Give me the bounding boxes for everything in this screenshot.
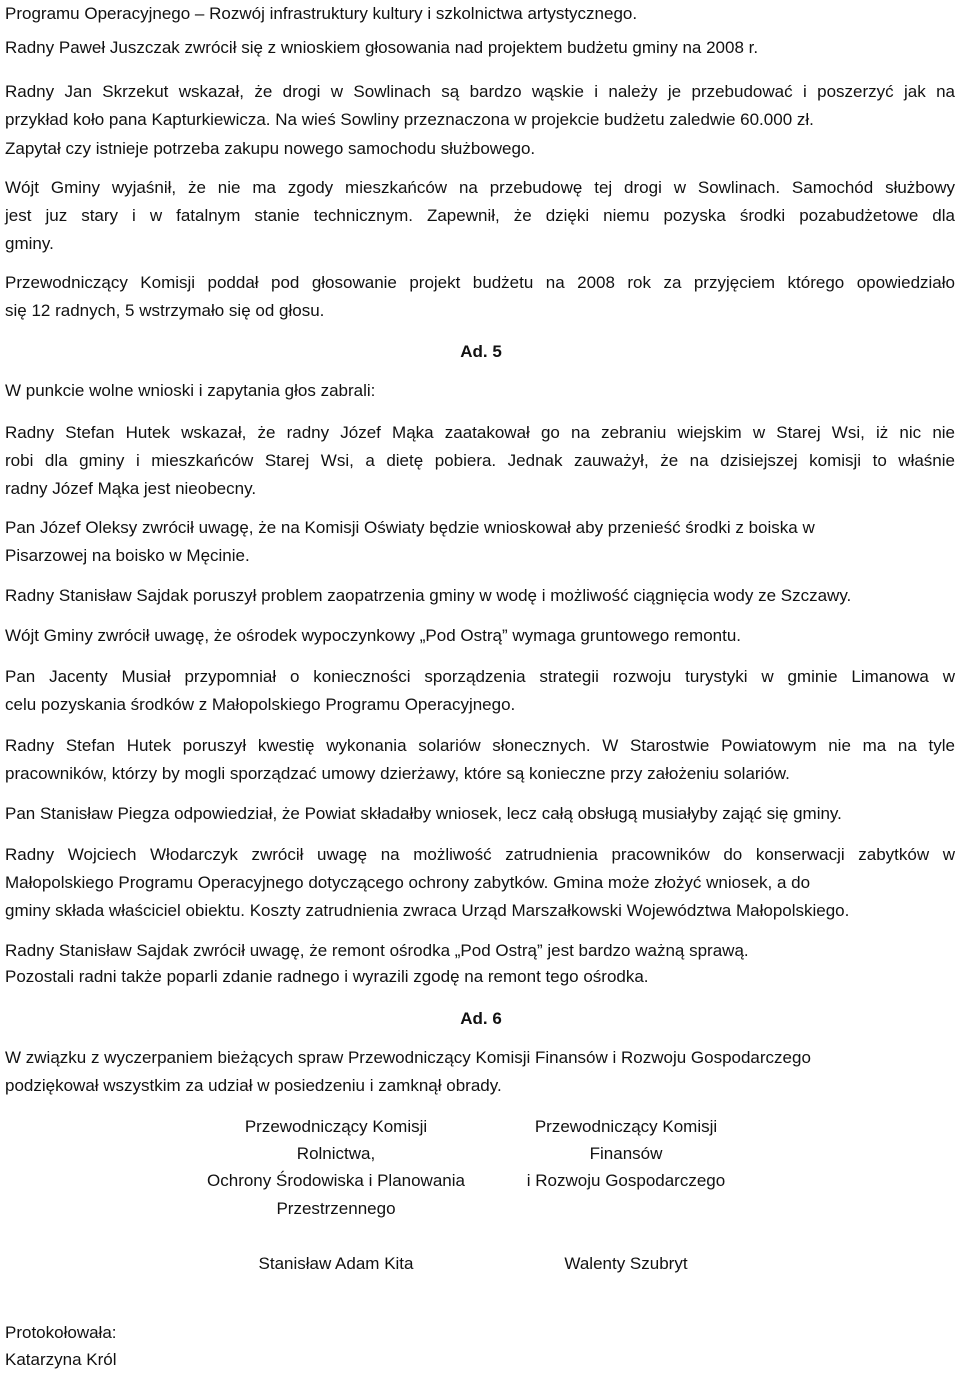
text-line: jest juz stary i w fatalnym stanie technicznym. Zapewnił, że dzięki niemu pozyska środki pozabudżetowe dla: [5, 206, 955, 225]
recorder-label: Protokołowała:: [5, 1323, 117, 1342]
text-line: Pan Stanisław Piegza odpowiedział, że Powiat składałby wniosek, lecz całą obsługą musiałyby zająć się gminy.: [5, 804, 842, 823]
text-line: Pan Józef Oleksy zwrócił uwagę, że na Komisji Oświaty będzie wnioskował aby przenieść środki z boiska w: [5, 518, 815, 537]
signature-name: Walenty Szubryt: [564, 1254, 688, 1273]
recorder-name: Katarzyna Król: [5, 1350, 117, 1369]
signature-title: Przewodniczący Komisji: [534, 1117, 718, 1136]
text-line: gminy.: [5, 234, 54, 253]
text-line: Zapytał czy istnieje potrzeba zakupu nowego samochodu służbowego.: [5, 139, 536, 158]
text-line: robi dla gminy i mieszkańców Starej Wsi, a dietę pobiera. Jednak zauważył, że na dzisiejszej komisji to właśnie: [5, 451, 955, 470]
text-line: Programu Operacyjnego – Rozwój infrastruktury kultury i szkolnictwa artystycznego.: [5, 4, 638, 23]
text-line: Radny Stanisław Sajdak zwrócił uwagę, że remont ośrodka „Pod Ostrą” jest bardzo ważną sprawą.: [5, 941, 749, 960]
signature-title: Przestrzennego: [276, 1199, 396, 1218]
text-line: przykład koło pana Kapturkiewicza. Na wieś Sowliny przeznaczona w projekcie budżetu zaledwie 60.000 zł.: [5, 110, 814, 129]
signature-title: Ochrony Środowiska i Planowania: [207, 1171, 465, 1190]
text-line: Pan Jacenty Musiał przypomniał o konieczności sporządzenia strategii rozwoju turystyki w gminie Limanowa w: [5, 667, 955, 686]
signature-title: Finansów: [589, 1144, 663, 1163]
text-line: W związku z wyczerpaniem bieżących spraw Przewodniczący Komisji Finansów i Rozwoju Gospodarczego: [5, 1048, 811, 1067]
text-line: pracowników, którzy by mogli sporządzać umowy dzierżawy, które są konieczne przy założeniu solariów.: [5, 764, 790, 783]
text-line: W punkcie wolne wnioski i zapytania głos zabrali:: [5, 381, 376, 400]
signature-title: Rolnictwa,: [296, 1144, 376, 1163]
signature-name: Stanisław Adam Kita: [258, 1254, 414, 1273]
text-line: Radny Jan Skrzekut wskazał, że drogi w Sowlinach są bardzo wąskie i należy je przebudować i poszerzyć jak na: [5, 82, 955, 101]
text-line: się 12 radnych, 5 wstrzymało się od głosu.: [5, 301, 325, 320]
text-line: Wójt Gminy zwrócił uwagę, że ośrodek wypoczynkowy „Pod Ostrą” wymaga gruntowego remontu.: [5, 626, 742, 645]
text-line: radny Józef Mąka jest nieobecny.: [5, 479, 257, 498]
text-line: Radny Stefan Hutek wskazał, że radny Józef Mąka zaatakował go na zebraniu wiejskim w Starej Wsi, iż nic nie: [5, 423, 955, 442]
text-line: gminy składa właściciel obiektu. Koszty zatrudnienia zwraca Urząd Marszałkowski Województwa Małopolskiego.: [5, 901, 850, 920]
text-line: Radny Stefan Hutek poruszył kwestię wykonania solariów słonecznych. W Starostwie Powiatowym nie ma na tyle: [5, 736, 955, 755]
text-line: Radny Stanisław Sajdak poruszył problem zaopatrzenia gminy w wodę i możliwość ciągnięcia wody ze Szczawy.: [5, 586, 852, 605]
text-line: Przewodniczący Komisji poddał pod głosowanie projekt budżetu na 2008 rok za przyjęciem którego opowiedziało: [5, 273, 955, 292]
text-line: celu pozyskania środków z Małopolskiego Programu Operacyjnego.: [5, 695, 516, 714]
text-line: Małopolskiego Programu Operacyjnego dotyczącego ochrony zabytków. Gmina może złożyć wniosek, a do: [5, 873, 811, 892]
section-heading-ad5: Ad. 5: [460, 342, 502, 361]
text-line: Radny Paweł Juszczak zwrócił się z wnioskiem głosowania nad projektem budżetu gminy na 2008 r.: [5, 38, 759, 57]
text-line: Pisarzowej na boisko w Męcinie.: [5, 546, 250, 565]
section-heading-ad6: Ad. 6: [460, 1009, 502, 1028]
text-line: podziękował wszystkim za udział w posiedzeniu i zamknął obrady.: [5, 1076, 502, 1095]
text-line: Wójt Gminy wyjaśnił, że nie ma zgody mieszkańców na przebudowę tej drogi w Sowlinach. Samochód służbowy: [5, 178, 955, 197]
signature-title: i Rozwoju Gospodarczego: [526, 1171, 726, 1190]
text-line: Radny Wojciech Włodarczyk zwrócił uwagę na możliwość zatrudnienia pracowników do konserwacji zabytków w: [5, 845, 955, 864]
signature-title: Przewodniczący Komisji: [244, 1117, 428, 1136]
text-line: Pozostali radni także poparli zdanie radnego i wyrazili zgodę na remont tego ośrodka.: [5, 967, 649, 986]
